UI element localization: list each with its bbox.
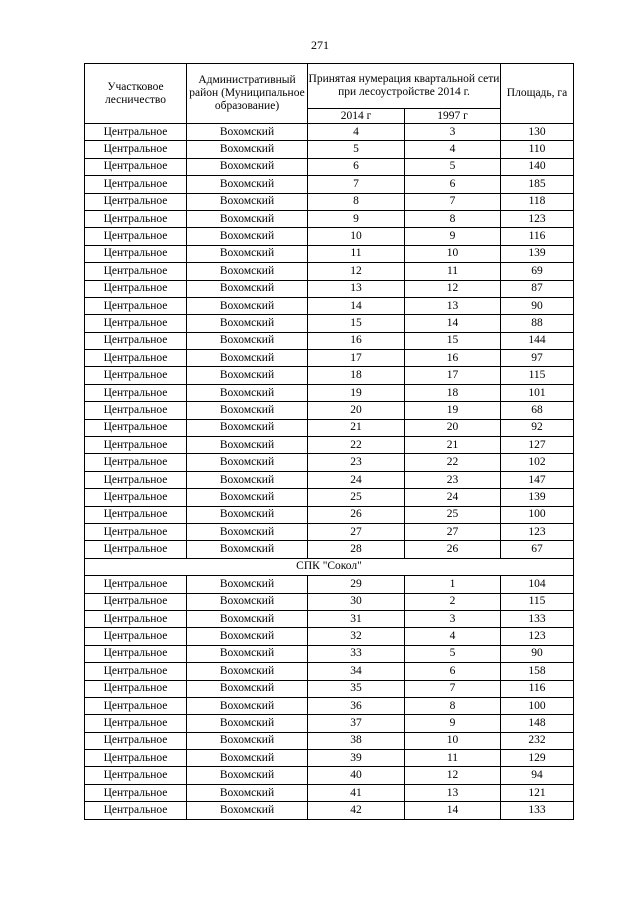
cell-district: Вохомский [187,176,308,193]
cell-area: 123 [501,628,574,645]
cell-quarter-1997: 5 [405,645,501,662]
cell-quarter-2014: 19 [308,384,405,401]
cell-district: Вохомский [187,767,308,784]
cell-quarter-1997: 10 [405,245,501,262]
cell-quarter-1997: 13 [405,297,501,314]
table-row [85,471,574,488]
cell-district: Вохомский [187,506,308,523]
cell-area: 232 [501,732,574,749]
cell-area: 121 [501,784,574,801]
cell-forestry: Центральное [85,402,187,419]
section-row [85,558,574,575]
table-row [85,280,574,297]
cell-district: Вохомский [187,228,308,245]
table-row [85,680,574,697]
cell-forestry: Центральное [85,767,187,784]
cell-district: Вохомский [187,124,308,141]
cell-quarter-2014: 21 [308,419,405,436]
section-title: СПК "Сокол" [85,558,574,575]
cell-district: Вохомский [187,280,308,297]
cell-area: 133 [501,802,574,819]
cell-quarter-2014: 11 [308,245,405,262]
table-row [85,141,574,158]
cell-district: Вохомский [187,784,308,801]
table-row [85,245,574,262]
cell-forestry: Центральное [85,576,187,593]
cell-area: 147 [501,471,574,488]
cell-area: 148 [501,715,574,732]
cell-forestry: Центральное [85,645,187,662]
cell-quarter-1997: 25 [405,506,501,523]
cell-area: 185 [501,176,574,193]
cell-area: 97 [501,350,574,367]
cell-forestry: Центральное [85,541,187,558]
cell-district: Вохомский [187,141,308,158]
header-numbering: Принятая нумерация квартальной сети при лесоустройстве 2014 г. [308,64,501,109]
table-row [85,437,574,454]
cell-quarter-2014: 30 [308,593,405,610]
cell-forestry: Центральное [85,523,187,540]
cell-quarter-1997: 14 [405,315,501,332]
cell-quarter-1997: 3 [405,124,501,141]
cell-district: Вохомский [187,697,308,714]
cell-quarter-2014: 28 [308,541,405,558]
cell-quarter-1997: 2 [405,593,501,610]
table-row [85,297,574,314]
cell-district: Вохомский [187,576,308,593]
cell-district: Вохомский [187,715,308,732]
cell-district: Вохомский [187,419,308,436]
table-row [85,506,574,523]
cell-forestry: Центральное [85,124,187,141]
cell-quarter-2014: 29 [308,576,405,593]
cell-forestry: Центральное [85,158,187,175]
cell-district: Вохомский [187,610,308,627]
cell-district: Вохомский [187,541,308,558]
table-row [85,663,574,680]
cell-quarter-1997: 6 [405,176,501,193]
cell-quarter-1997: 12 [405,280,501,297]
cell-forestry: Центральное [85,280,187,297]
cell-forestry: Центральное [85,697,187,714]
cell-area: 123 [501,523,574,540]
cell-area: 116 [501,680,574,697]
table-row [85,367,574,384]
cell-quarter-1997: 1 [405,576,501,593]
cell-area: 123 [501,210,574,227]
cell-area: 92 [501,419,574,436]
cell-district: Вохомский [187,367,308,384]
cell-forestry: Центральное [85,437,187,454]
cell-quarter-2014: 42 [308,802,405,819]
cell-forestry: Центральное [85,315,187,332]
cell-quarter-1997: 20 [405,419,501,436]
cell-quarter-1997: 16 [405,350,501,367]
cell-quarter-1997: 11 [405,750,501,767]
table-row [85,523,574,540]
cell-quarter-2014: 31 [308,610,405,627]
cell-area: 144 [501,332,574,349]
cell-quarter-1997: 23 [405,471,501,488]
cell-quarter-1997: 17 [405,367,501,384]
table-row [85,784,574,801]
cell-quarter-1997: 21 [405,437,501,454]
header-year-2014: 2014 г [308,109,405,124]
cell-forestry: Центральное [85,419,187,436]
cell-quarter-1997: 10 [405,732,501,749]
cell-area: 90 [501,297,574,314]
table-row [85,176,574,193]
cell-quarter-2014: 5 [308,141,405,158]
cell-quarter-2014: 4 [308,124,405,141]
cell-district: Вохомский [187,489,308,506]
cell-quarter-2014: 34 [308,663,405,680]
cell-quarter-2014: 25 [308,489,405,506]
cell-quarter-2014: 18 [308,367,405,384]
cell-area: 102 [501,454,574,471]
cell-forestry: Центральное [85,784,187,801]
cell-district: Вохомский [187,402,308,419]
table-row [85,767,574,784]
cell-quarter-1997: 3 [405,610,501,627]
cell-quarter-1997: 27 [405,523,501,540]
cell-quarter-2014: 6 [308,158,405,175]
cell-quarter-2014: 37 [308,715,405,732]
cell-district: Вохомский [187,802,308,819]
table-body [85,124,574,820]
cell-forestry: Центральное [85,628,187,645]
cell-quarter-2014: 17 [308,350,405,367]
cell-quarter-1997: 18 [405,384,501,401]
cell-forestry: Центральное [85,384,187,401]
table-row [85,228,574,245]
table-row [85,384,574,401]
cell-area: 68 [501,402,574,419]
cell-area: 115 [501,593,574,610]
header-year-1997: 1997 г [405,109,501,124]
cell-forestry: Центральное [85,263,187,280]
table-row [85,315,574,332]
cell-forestry: Центральное [85,210,187,227]
cell-quarter-1997: 12 [405,767,501,784]
cell-quarter-2014: 13 [308,280,405,297]
cell-quarter-2014: 22 [308,437,405,454]
cell-area: 118 [501,193,574,210]
cell-quarter-2014: 23 [308,454,405,471]
cell-forestry: Центральное [85,245,187,262]
cell-district: Вохомский [187,193,308,210]
cell-quarter-1997: 8 [405,210,501,227]
cell-forestry: Центральное [85,750,187,767]
cell-quarter-1997: 8 [405,697,501,714]
cell-forestry: Центральное [85,367,187,384]
table-row [85,210,574,227]
cell-forestry: Центральное [85,297,187,314]
table-row [85,732,574,749]
cell-district: Вохомский [187,680,308,697]
cell-forestry: Центральное [85,454,187,471]
cell-quarter-1997: 11 [405,263,501,280]
table-row [85,402,574,419]
cell-quarter-2014: 33 [308,645,405,662]
cell-forestry: Центральное [85,350,187,367]
table-row [85,750,574,767]
cell-district: Вохомский [187,263,308,280]
cell-district: Вохомский [187,663,308,680]
table-row [85,541,574,558]
cell-area: 101 [501,384,574,401]
cell-quarter-2014: 7 [308,176,405,193]
cell-quarter-2014: 9 [308,210,405,227]
cell-district: Вохомский [187,732,308,749]
cell-district: Вохомский [187,315,308,332]
table-row [85,715,574,732]
table-row [85,454,574,471]
table-row [85,419,574,436]
cell-district: Вохомский [187,437,308,454]
cell-forestry: Центральное [85,732,187,749]
cell-district: Вохомский [187,332,308,349]
cell-quarter-2014: 12 [308,263,405,280]
cell-quarter-1997: 19 [405,402,501,419]
cell-area: 110 [501,141,574,158]
cell-quarter-1997: 14 [405,802,501,819]
table-row [85,593,574,610]
header-area: Площадь, га [501,64,574,124]
cell-quarter-1997: 5 [405,158,501,175]
table-row [85,697,574,714]
table-row [85,350,574,367]
cell-area: 67 [501,541,574,558]
table-row [85,628,574,645]
cell-district: Вохомский [187,628,308,645]
cell-area: 115 [501,367,574,384]
cell-area: 104 [501,576,574,593]
cell-forestry: Центральное [85,610,187,627]
cell-quarter-2014: 36 [308,697,405,714]
cell-quarter-1997: 4 [405,628,501,645]
cell-quarter-2014: 32 [308,628,405,645]
cell-forestry: Центральное [85,176,187,193]
cell-forestry: Центральное [85,802,187,819]
cell-quarter-2014: 39 [308,750,405,767]
cell-forestry: Центральное [85,593,187,610]
table-row [85,489,574,506]
cell-quarter-2014: 8 [308,193,405,210]
table-row [85,802,574,819]
cell-district: Вохомский [187,384,308,401]
cell-quarter-2014: 15 [308,315,405,332]
cell-quarter-2014: 26 [308,506,405,523]
cell-district: Вохомский [187,245,308,262]
cell-quarter-2014: 10 [308,228,405,245]
cell-forestry: Центральное [85,663,187,680]
cell-forestry: Центральное [85,471,187,488]
cell-area: 127 [501,437,574,454]
table-row [85,193,574,210]
cell-district: Вохомский [187,210,308,227]
cell-forestry: Центральное [85,332,187,349]
table-row [85,158,574,175]
cell-quarter-1997: 7 [405,193,501,210]
cell-quarter-1997: 9 [405,715,501,732]
cell-quarter-1997: 15 [405,332,501,349]
cell-quarter-1997: 4 [405,141,501,158]
cell-quarter-2014: 16 [308,332,405,349]
cell-district: Вохомский [187,750,308,767]
cell-quarter-2014: 14 [308,297,405,314]
header-forestry: Участковое лесничество [85,64,187,124]
table-row [85,263,574,280]
table-row [85,576,574,593]
cell-area: 116 [501,228,574,245]
page-number: 271 [311,38,329,52]
cell-area: 94 [501,767,574,784]
table-row [85,610,574,627]
cell-district: Вохомский [187,645,308,662]
cell-forestry: Центральное [85,489,187,506]
cell-forestry: Центральное [85,228,187,245]
cell-district: Вохомский [187,523,308,540]
cell-quarter-1997: 6 [405,663,501,680]
cell-forestry: Центральное [85,680,187,697]
cell-quarter-2014: 38 [308,732,405,749]
cell-district: Вохомский [187,350,308,367]
cell-area: 87 [501,280,574,297]
table-row [85,124,574,141]
cell-area: 100 [501,506,574,523]
cell-area: 158 [501,663,574,680]
cell-quarter-1997: 7 [405,680,501,697]
quarter-table [84,63,574,820]
cell-quarter-2014: 35 [308,680,405,697]
cell-quarter-1997: 22 [405,454,501,471]
cell-area: 90 [501,645,574,662]
table-row [85,645,574,662]
cell-area: 139 [501,245,574,262]
cell-area: 130 [501,124,574,141]
header-district: Административный район (Муниципальное образование) [187,64,308,124]
cell-forestry: Центральное [85,193,187,210]
cell-forestry: Центральное [85,715,187,732]
cell-area: 69 [501,263,574,280]
cell-quarter-1997: 24 [405,489,501,506]
cell-area: 100 [501,697,574,714]
cell-district: Вохомский [187,158,308,175]
cell-quarter-2014: 40 [308,767,405,784]
cell-district: Вохомский [187,454,308,471]
cell-area: 133 [501,610,574,627]
cell-forestry: Центральное [85,506,187,523]
table-row [85,332,574,349]
cell-quarter-1997: 13 [405,784,501,801]
cell-quarter-2014: 20 [308,402,405,419]
cell-area: 129 [501,750,574,767]
cell-area: 139 [501,489,574,506]
cell-forestry: Центральное [85,141,187,158]
cell-quarter-1997: 26 [405,541,501,558]
cell-area: 140 [501,158,574,175]
cell-district: Вохомский [187,593,308,610]
cell-quarter-1997: 9 [405,228,501,245]
cell-district: Вохомский [187,297,308,314]
cell-quarter-2014: 27 [308,523,405,540]
cell-quarter-2014: 24 [308,471,405,488]
cell-quarter-2014: 41 [308,784,405,801]
cell-area: 88 [501,315,574,332]
cell-district: Вохомский [187,471,308,488]
